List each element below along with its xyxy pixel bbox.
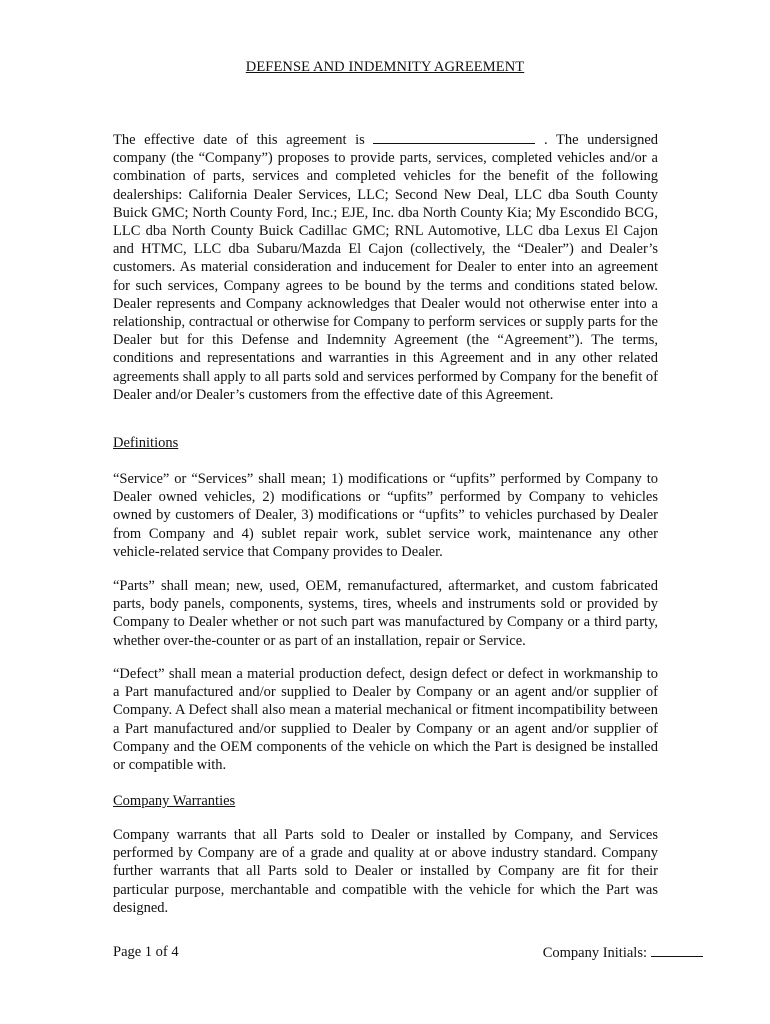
warranties-text-block	[113, 826, 658, 917]
page-number: Page 1 of 4	[113, 944, 179, 960]
service-definition: “Service” or “Services” shall mean; 1) modifications or “upfits” performed by Company to Dealer owned vehicles, 2) modifications or “upfits” performed by Company to vehicles owned by customers of Dealer, 3) modifications or “upfits” to vehicles purchased by Dealer from Company and 4) sublet repair work, sublet service work, maintenance any other vehicle-related service that Company provides to Dealer.	[113, 471, 658, 560]
intro-block	[113, 131, 658, 404]
definitions-heading: Definitions	[113, 435, 179, 451]
effective-date-blank	[373, 131, 535, 144]
intro-paragraph	[113, 131, 658, 404]
document-title: DEFENSE AND INDEMNITY AGREEMENT	[245, 59, 525, 75]
parts-definition-block	[113, 577, 658, 650]
defect-definition: “Defect” shall mean a material production defect, design defect or defect in workmanship to a Part manufactured and/or supplied to Dealer by Company or an agent and/or supplier of Company. A Defect shall also mean a material mechanical or fitment incompatibility between a Part manufactured and/or supplied to Dealer by Company or an agent and/or supplier of Company and the OEM components of the vehicle on which the Part is designed be installed or compatible with.	[113, 666, 658, 774]
intro-text-start: The effective date of this agreement is	[113, 132, 374, 148]
defect-definition-block	[113, 665, 658, 774]
warranties-text: Company warrants that all Parts sold to Dealer or installed by Company, and Services performed by Company are of a grade and quality at or above industry standard. Company further warrants that all Parts sold to Dealer or installed by Company are fit for their particular purpose, merchantable and compatible with the vehicle for which the Part was designed.	[113, 827, 658, 916]
warranties-heading: Company Warranties	[113, 793, 236, 809]
definitions-heading-block	[113, 434, 658, 452]
initials-blank[interactable]	[651, 944, 703, 957]
company-initials	[543, 944, 703, 962]
parts-definition: “Parts” shall mean; new, used, OEM, remanufactured, aftermarket, and custom fabricated parts, body panels, components, systems, tires, wheels and instruments sold or provided by Company to Dealer whether or not such part was manufactured by Company or a third party, whether over-the-counter or as part of an installation, repair or Service.	[113, 578, 658, 649]
service-definition-block	[113, 470, 658, 561]
initials-label: Company Initials:	[542, 945, 647, 961]
warranties-heading-block	[113, 792, 658, 810]
intro-text-rest: . The undersigned company (the “Company”) proposes to provide parts, services, completed vehicles and/or a combination of parts, services and completed vehicles for the benefit of the following dealerships: California Dealer Services, LLC; Second New Deal, LLC dba South County Buick GMC; North County Ford, Inc.; EJE, Inc. dba North County Kia; My Escondido BCG, LLC dba North County Buick Cadillac GMC; RNL Automotive, LLC dba Lexus El Cajon and HTMC, LLC dba Subaru/Mazda El Cajon (collectively, the “Dealer”) and Dealer’s customers. As material consideration and inducement for Dealer to enter into an agreement for such services, Company agrees to be bound by the terms and conditions stated below. Dealer represents and Company acknowledges that Dealer would not otherwise enter into a relationship, contractual or otherwise for Company to perform services or supply parts for the Dealer but for this Defense and Indemnity Agreement (the “Agreement”). The terms, conditions and representations and warranties in this Agreement and in any other related agreements shall apply to all parts sold and services performed by Company for the benefit of Dealer and/or Dealer’s customers from the effective date of this Agreement.	[113, 132, 658, 403]
